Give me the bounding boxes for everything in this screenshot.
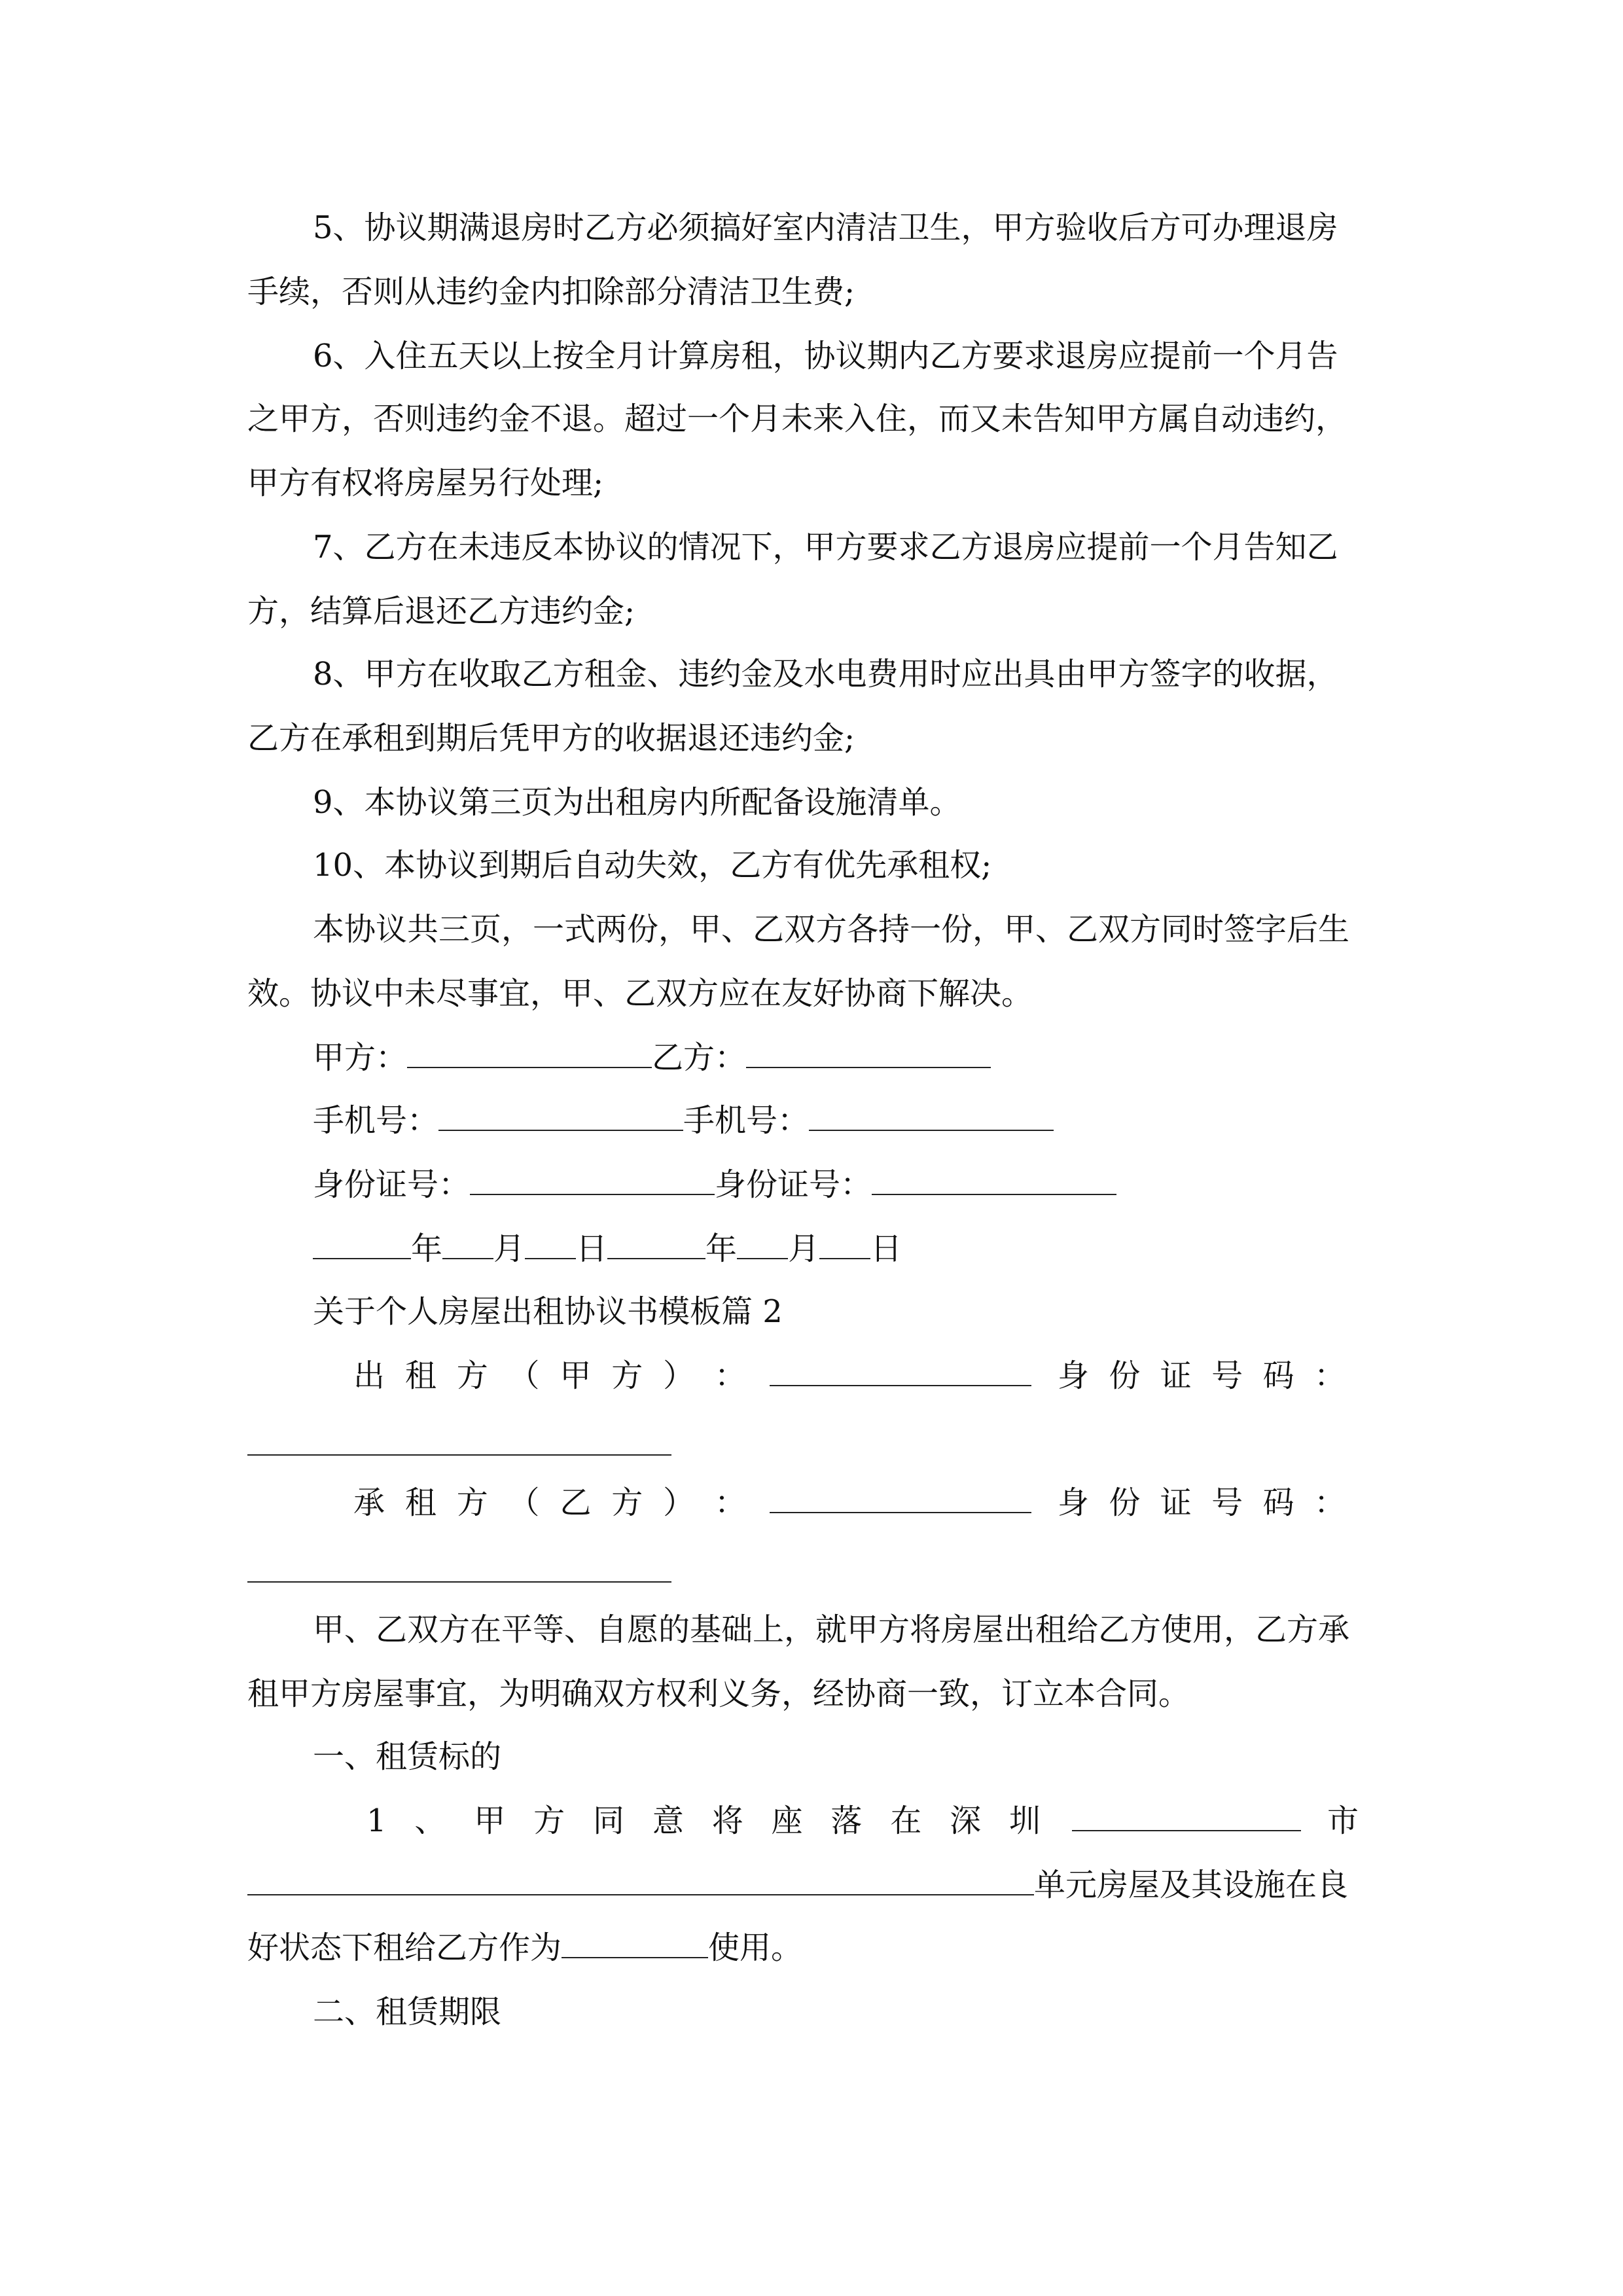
- id-char: 身: [1058, 1357, 1090, 1394]
- item1-line3-b: 使用。: [708, 1929, 803, 1966]
- phone-a-label: 手机号：: [313, 1102, 439, 1139]
- lessor-char: （: [508, 1357, 540, 1394]
- clause-5-line-2: 手续，否则从违约金内扣除部分清洁卫生费;: [247, 274, 855, 310]
- id-a-label: 身份证号：: [313, 1166, 471, 1203]
- section-2-title: 关于个人房屋出租协议书模板篇 2: [313, 1293, 783, 1330]
- lessee-name-blank[interactable]: [770, 1482, 1031, 1513]
- year-a-blank[interactable]: [313, 1228, 411, 1259]
- lessee-char: 方: [611, 1484, 643, 1521]
- sign-party-row: [313, 1037, 1444, 1079]
- month-b-label: 月: [788, 1230, 820, 1267]
- lessor-name-blank[interactable]: [770, 1355, 1031, 1386]
- item1-char: 深: [950, 1803, 982, 1839]
- clause-7-line-2: 方，结算后退还乙方违约金;: [247, 593, 635, 630]
- sign-phone-row: [313, 1100, 1444, 1141]
- item1-char: 方: [533, 1803, 565, 1839]
- id-char: 证: [1160, 1357, 1192, 1394]
- lessee-char: 方: [456, 1484, 488, 1521]
- day-a-label: 日: [576, 1230, 608, 1267]
- clause-6-line-1: 6、入住五天以上按全月计算房租，协议期内乙方要求退房应提前一个月告: [313, 338, 1338, 374]
- lessor-row: [353, 1355, 1361, 1397]
- id-char: 份: [1109, 1484, 1141, 1521]
- city-district-blank[interactable]: [1072, 1800, 1301, 1831]
- phone-b-label: 手机号：: [683, 1102, 810, 1139]
- lessor-char: 方: [611, 1357, 643, 1394]
- id-char: ：: [1313, 1357, 1346, 1394]
- item-1-line-2: [247, 1864, 1378, 1906]
- heading-lease-term: 二、租赁期限: [313, 1994, 502, 2030]
- day-b-blank[interactable]: [819, 1228, 870, 1259]
- city-label: 市: [1327, 1803, 1359, 1839]
- item1-line2-tail: 单元房屋及其设施在良: [1034, 1867, 1349, 1903]
- lessee-char: ）: [663, 1484, 695, 1521]
- lessor-char: ）: [663, 1357, 695, 1394]
- item1-line3-a: 好状态下租给乙方作为: [247, 1929, 562, 1966]
- item-1-line-1: [366, 1800, 1374, 1842]
- clause-9: 9、本协议第三页为出租房内所配备设施清单。: [313, 784, 961, 821]
- id-a-blank[interactable]: [470, 1164, 715, 1195]
- item1-char: 甲: [474, 1803, 506, 1839]
- lessor-char: ：: [714, 1357, 746, 1394]
- clause-6-line-2: 之甲方，否则违约金不退。超过一个月未来入住，而又未告知甲方属自动违约，: [247, 401, 1347, 437]
- address-blank[interactable]: [247, 1864, 1034, 1895]
- id-char: 号: [1211, 1484, 1243, 1521]
- id-char: 身: [1058, 1484, 1090, 1521]
- item1-char: 座: [771, 1803, 803, 1839]
- lessor-char: 方: [456, 1357, 488, 1394]
- id-char: 码: [1262, 1484, 1294, 1521]
- intro-line-2: 租甲方房屋事宜，为明确双方权利义务，经协商一致，订立本合同。: [247, 1676, 1190, 1712]
- lessee-char: （: [508, 1484, 540, 1521]
- item1-char: 1: [366, 1803, 387, 1839]
- month-a-blank[interactable]: [442, 1228, 493, 1259]
- lessee-row: [353, 1482, 1361, 1524]
- clause-5-line-1: 5、协议期满退房时乙方必须搞好室内清洁卫生，甲方验收后方可办理退房: [313, 209, 1338, 246]
- lessor-char: 出: [353, 1357, 385, 1394]
- sign-id-row: [313, 1164, 1444, 1206]
- party-b-label: 乙方：: [652, 1039, 747, 1076]
- id-b-blank[interactable]: [872, 1164, 1116, 1195]
- lessor-id-blank[interactable]: [247, 1454, 671, 1456]
- id-char: 份: [1109, 1357, 1141, 1394]
- sign-date-row: [313, 1228, 1444, 1270]
- closing-line-1: 本协议共三页，一式两份，甲、乙双方各持一份，甲、乙双方同时签字后生: [313, 911, 1350, 948]
- phone-b-blank[interactable]: [809, 1100, 1054, 1131]
- closing-line-2: 效。协议中未尽事宜，甲、乙双方应在友好协商下解决。: [247, 975, 1033, 1012]
- lessor-char: 甲: [560, 1357, 592, 1394]
- month-a-label: 月: [493, 1230, 526, 1267]
- item1-char: 、: [414, 1803, 446, 1839]
- item1-char: 圳: [1008, 1803, 1041, 1839]
- id-b-label: 身份证号：: [715, 1166, 872, 1203]
- item1-char: 在: [890, 1803, 922, 1839]
- lessor-char: 租: [404, 1357, 437, 1394]
- lessee-char: 租: [404, 1484, 437, 1521]
- phone-a-blank[interactable]: [438, 1100, 683, 1131]
- lessee-char: 承: [353, 1484, 385, 1521]
- id-char: ：: [1313, 1484, 1346, 1521]
- lessee-char: 乙: [560, 1484, 592, 1521]
- item1-char: 意: [652, 1803, 684, 1839]
- clause-7-line-1: 7、乙方在未违反本协议的情况下，甲方要求乙方退房应提前一个月告知乙: [313, 529, 1338, 565]
- day-a-blank[interactable]: [525, 1228, 576, 1259]
- party-b-blank[interactable]: [746, 1037, 991, 1068]
- item-1-line-3: [247, 1927, 1378, 1969]
- year-b-label: 年: [705, 1230, 738, 1267]
- item1-char: 将: [711, 1803, 743, 1839]
- clause-6-line-3: 甲方有权将房屋另行处理;: [247, 465, 604, 501]
- party-a-label: 甲方：: [313, 1039, 408, 1076]
- id-char: 码: [1262, 1357, 1294, 1394]
- lessee-char: ：: [714, 1484, 746, 1521]
- clause-8-line-1: 8、甲方在收取乙方租金、违约金及水电费用时应出具由甲方签字的收据，: [313, 656, 1338, 692]
- intro-line-1: 甲、乙双方在平等、自愿的基础上，就甲方将房屋出租给乙方使用，乙方承: [313, 1611, 1350, 1648]
- year-b-blank[interactable]: [607, 1228, 705, 1259]
- lessee-id-blank[interactable]: [247, 1581, 671, 1583]
- id-char: 号: [1211, 1357, 1243, 1394]
- heading-lease-subject: 一、租赁标的: [313, 1738, 502, 1775]
- clause-8-line-2: 乙方在承租到期后凭甲方的收据退还违约金;: [247, 720, 855, 757]
- item1-char: 落: [830, 1803, 863, 1839]
- item1-char: 同: [592, 1803, 624, 1839]
- id-char: 证: [1160, 1484, 1192, 1521]
- year-a-label: 年: [411, 1230, 443, 1267]
- month-b-blank[interactable]: [737, 1228, 788, 1259]
- clause-10: 10、本协议到期后自动失效，乙方有优先承租权;: [313, 847, 992, 884]
- day-b-label: 日: [870, 1230, 902, 1267]
- party-a-blank[interactable]: [407, 1037, 652, 1068]
- usage-blank[interactable]: [562, 1927, 708, 1958]
